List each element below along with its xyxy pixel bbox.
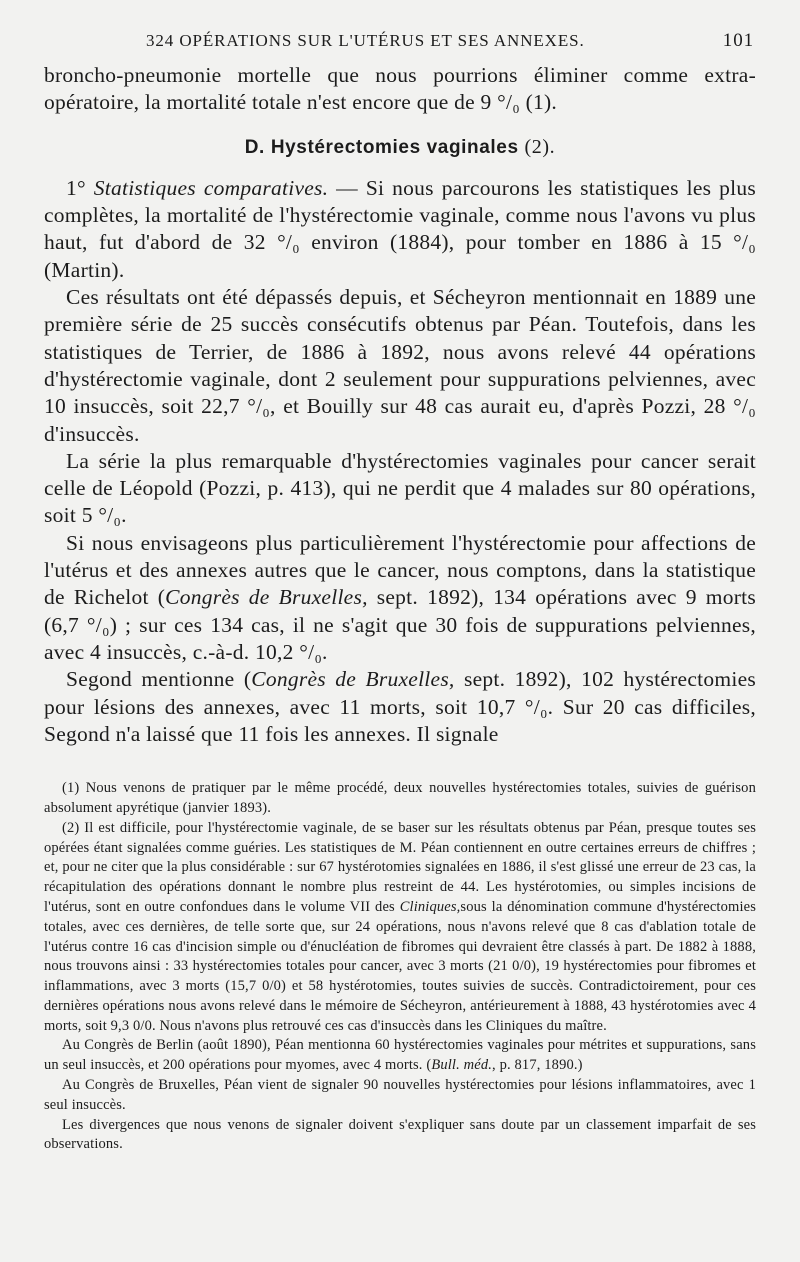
main-text <box>44 62 756 748</box>
citation-title: Congrès de Bruxelles, <box>165 585 368 610</box>
paragraph-text: Segond mentionne ( <box>66 667 252 692</box>
footnote-2-divergences: Les divergences que nous venons de signaler doivent s'expliquer sans doute par un classement imparfait de ses observations. <box>44 1116 756 1153</box>
paragraph-text: — Si nous parcourons les statistiques les plus complètes, la mortalité de l'hystérectomie vaginale, comme nous l'avons vu plus haut, fut d'abord de 32 °/₀ environ (1884), pour tomber en 1886 à 15 °/₀ (Martin). <box>44 175 756 282</box>
footnote-text: sous la dénomination commune d'hystérectomies totales, avec ces dernières, de telle sorte que, sur 24 opérations, nous n'avons relevé que 8 cas d'ablation totale de l'utérus contre 16 cas d'incision simple ou d'énucléation de fibromes qui devraient être classés à part. De 1882 à 1888, nous trouvons ainsi : 33 hystérectomies totales pour cancer, avec 3 morts (21 0/0), 19 hystérectomies pour fibromes et inflammations, avec 3 morts (15,7 0/0) et 58 hystérotomies, toutes suivies de succès. Contradictoirement, pour ces dernières opérations nous avons relevé dans le mémoire de Sécheyron, antérieurement à 1888, 43 hystérotomies avec 4 morts, soit 9,3 0/0. Nous n'avons plus retrouvé ces cas d'insuccès dans les Cliniques du maître. <box>44 898 756 1034</box>
paragraph-statistiques <box>44 175 756 284</box>
book-page <box>44 30 756 1155</box>
subsection-title: Statistiques comparatives. <box>93 175 329 200</box>
running-title: 324 OPÉRATIONS SUR L'UTÉRUS ET SES ANNEXES. <box>146 31 585 50</box>
footnote-text: Au Congrès de Berlin (août 1890), Péan mentionna 60 hystérectomies vaginales pour métrites et suppurations, sans un seul insuccès, et 200 opérations pour myomes, avec 4 morts. ( <box>44 1037 756 1074</box>
footnote-2-berlin <box>44 1036 756 1076</box>
citation-title: Congrès de Bruxelles, <box>251 667 455 692</box>
footnote-1: (1) Nous venons de pratiquer par le même procédé, deux nouvelles hystérectomies totales, suivies de guérison absolument apyrétique (janvier 1893). <box>44 780 756 816</box>
citation-title: Bull. méd. <box>431 1057 493 1074</box>
paragraph-continuation: broncho-pneumonie mortelle que nous pourrions éliminer comme extra-opératoire, la mortalité totale n'est encore que de 9 °/₀ (1). <box>44 63 756 115</box>
paragraph-richelot <box>44 530 756 666</box>
section-heading <box>44 134 756 161</box>
paragraph-leopold: La série la plus remarquable d'hystérectomies vaginales pour cancer serait celle de Léopold (Pozzi, p. 413), qui ne perdit que 4 malades sur 80 opérations, soit 5 °/₀. <box>44 448 756 528</box>
paragraph-segond <box>44 666 756 748</box>
footnote-2-bruxelles: Au Congrès de Bruxelles, Péan vient de signaler 90 nouvelles hystérectomies pour lésions inflammatoires, avec 1 seul insuccès. <box>44 1077 756 1113</box>
paragraph-resultats: Ces résultats ont été dépassés depuis, et Sécheyron mentionnait en 1889 une première série de 25 succès consécutifs obtenus par Péan. Toutefois, dans les statistiques de Terrier, de 1886 à 1892, nous avons relevé 44 opérations d'hystérectomie vaginale, dont 2 seulement pour suppurations pelviennes, avec 10 insuccès, soit 22,7 °/₀, et Bouilly sur 48 cas aurait eu, d'après Pozzi, 28 °/₀ d'insuccès. <box>44 285 756 446</box>
footnote-text: (2) Il est difficile, pour l'hystérectomie vaginale, de se baser sur les résultats obtenus par Péan, presque toutes ses opérées étant signalées comme guéries. Les statistiques de M. Péan contiennent en outre certaines erreurs de chiffres ; et, pour ne citer que la plus considérable : sur 67 hystérotomies signalées en 1886, il s'est glissé une erreur de 23 cas, la récapitulation des opérations donnant le nombre plus restreint de 44. Les hystérotomies, ou simples incisions de l'utérus, sont en outre confondues dans le volume VII des <box>44 819 756 915</box>
page-number: 101 <box>722 30 754 51</box>
section-heading-footnote-ref: (2). <box>524 135 556 158</box>
section-heading-text: D. Hystérectomies vaginales <box>244 136 519 158</box>
footnotes <box>44 779 756 1155</box>
paragraph-text: sept. 1892), 134 opérations avec 9 morts (6,7 °/₀) ; sur ces 134 cas, il ne s'agit que 30 fois de suppurations pelviennes, avec 4 insuccès, c.-à-d. 10,2 °/₀. <box>44 585 756 664</box>
footnote-2 <box>44 819 756 1037</box>
footnote-text: , p. 817, 1890.) <box>492 1057 583 1074</box>
paragraph-text: Si nous envisageons plus particulièrement l'hystérectomie pour affections de l'utérus et des annexes autres que le cancer, nous comptons, dans la statistique de Richelot ( <box>44 530 756 610</box>
citation-title: Cliniques, <box>399 898 461 915</box>
subsection-number: 1° <box>66 175 94 200</box>
running-header <box>44 30 756 62</box>
paragraph-text: sept. 1892), 102 hystérectomies pour lésions des annexes, avec 11 morts, soit 10,7 °/₀. Sur 20 cas difficiles, Segond n'a laissé que 11 fois les annexes. Il signale <box>44 667 756 746</box>
